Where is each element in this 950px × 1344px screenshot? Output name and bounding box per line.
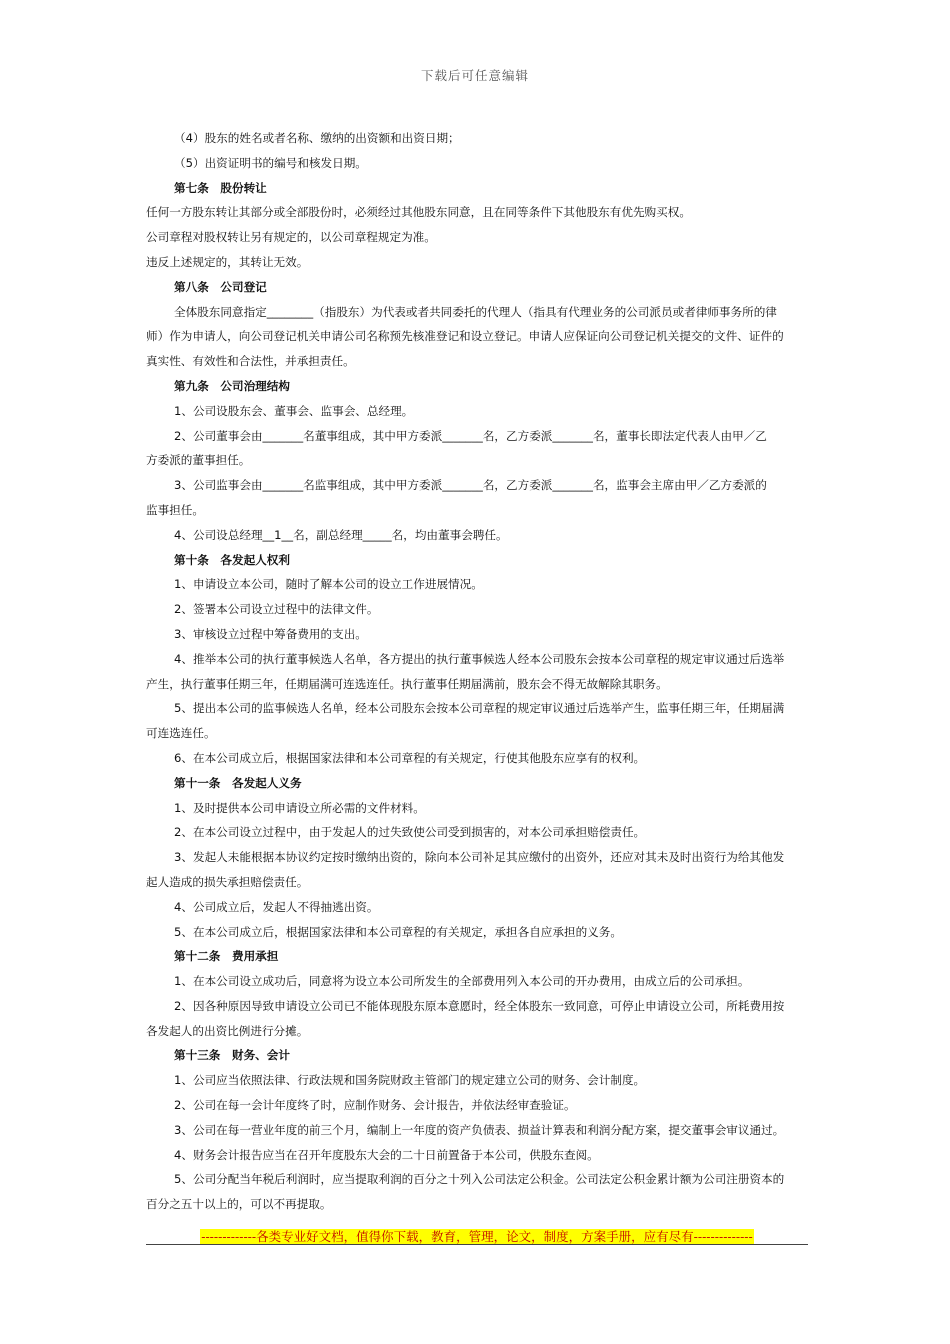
- paragraph-line: 可连选连任。: [146, 726, 216, 741]
- paragraph-line: 5、公司分配当年税后利润时，应当提取利润的百分之十列入公司法定公积金。公司法定公积金累计额为公司注册资本的: [174, 1172, 785, 1187]
- paragraph-line: 全体股东同意指定________（指股东）为代表或者共同委托的代理人（指具有代理业务的公司派员或者律师事务所的律: [174, 304, 777, 319]
- paragraph-line: 监事担任。: [146, 502, 204, 517]
- section-heading: 第十条 各发起人权利: [174, 552, 290, 567]
- paragraph-line: 4、推举本公司的执行董事候选人名单，各方提出的执行董事候选人经本公司股东会按本公司章程的规定审议通过后选举: [174, 651, 785, 666]
- paragraph-line: 1、申请设立本公司，随时了解本公司的设立工作进展情况。: [174, 577, 483, 592]
- footer-banner-text: -------------各类专业好文档，值得你下载，教育，管理，论文，制度，方案手册，应有尽有--------------: [201, 1229, 753, 1244]
- paragraph-line: 1、在本公司设立成功后，同意将为设立本公司所发生的全部费用列入本公司的开办费用，由成立后的公司承担。: [174, 974, 750, 989]
- section-heading: 第八条 公司登记: [174, 279, 267, 294]
- paragraph-line: （4）股东的姓名或者名称、缴纳的出资额和出资日期；: [174, 131, 460, 145]
- paragraph-line: 4、财务会计报告应当在召开年度股东大会的二十日前置备于本公司，供股东查阅。: [174, 1147, 599, 1162]
- paragraph-line: 真实性、有效性和合法性，并承担责任。: [146, 354, 355, 369]
- document-body: [146, 126, 808, 1217]
- paragraph-line: 4、公司设总经理__1__名，副总经理_____名，均由董事会聘任。: [174, 527, 508, 542]
- paragraph-line: 3、公司监事会由_______名监事组成，其中甲方委派_______名，乙方委派_______名，监事会主席由甲／乙方委派的: [174, 478, 767, 493]
- paragraph-line: 3、审核设立过程中筹备费用的支出。: [174, 626, 367, 641]
- paragraph-line: 任何一方股东转让其部分或全部股份时，必须经过其他股东同意，且在同等条件下其他股东有优先购买权。: [146, 205, 691, 220]
- section-heading: 第十二条 费用承担: [174, 949, 279, 964]
- paragraph-line: 1、及时提供本公司申请设立所必需的文件材料。: [174, 800, 425, 815]
- paragraph-line: 师）作为申请人，向公司登记机关申请公司名称预先核准登记和设立登记。申请人应保证向公司登记机关提交的文件、证件的: [146, 329, 784, 344]
- paragraph-line: 2、因各种原因导致申请设立公司已不能体现股东原本意愿时，经全体股东一致同意，可停止申请设立公司，所耗费用按: [174, 998, 785, 1013]
- footer-divider: [146, 1244, 808, 1245]
- section-heading: 第十三条 财务、会计: [174, 1048, 290, 1063]
- paragraph-line: 违反上述规定的，其转让无效。: [146, 254, 309, 269]
- paragraph-line: 3、发起人未能根据本协议约定按时缴纳出资的，除向本公司补足其应缴付的出资外，还应对其未及时出资行为给其他发: [174, 850, 785, 865]
- section-heading: 第十一条 各发起人义务: [174, 775, 302, 790]
- paragraph-line: 2、在本公司设立过程中，由于发起人的过失致使公司受到损害的，对本公司承担赔偿责任。: [174, 825, 646, 840]
- paragraph-line: 3、公司在每一营业年度的前三个月，编制上一年度的资产负债表、损益计算表和利润分配方案，提交董事会审议通过。: [174, 1122, 785, 1137]
- paragraph-line: 方委派的董事担任。: [146, 453, 251, 468]
- paragraph-line: 6、在本公司成立后，根据国家法律和本公司章程的有关规定，行使其他股东应享有的权利。: [174, 750, 646, 765]
- paragraph-line: 百分之五十以上的，可以不再提取。: [146, 1197, 332, 1212]
- paragraph-line: 公司章程对股权转让另有规定的，以公司章程规定为准。: [146, 230, 436, 245]
- section-heading: 第九条 公司治理结构: [174, 378, 290, 393]
- paragraph-line: 起人造成的损失承担赔偿责任。: [146, 874, 309, 889]
- paragraph-line: 5、在本公司成立后，根据国家法律和本公司章程的有关规定，承担各自应承担的义务。: [174, 924, 622, 939]
- paragraph-line: 1、公司设股东会、董事会、监事会、总经理。: [174, 403, 414, 418]
- paragraph-line: 2、公司在每一会计年度终了时，应制作财务、会计报告，并依法经审查验证。: [174, 1098, 576, 1113]
- footer-banner: [146, 1226, 808, 1245]
- paragraph-line: 各发起人的出资比例进行分摊。: [146, 1023, 309, 1038]
- paragraph-line: 1、公司应当依照法律、行政法规和国务院财政主管部门的规定建立公司的财务、会计制度。: [174, 1073, 646, 1088]
- paragraph-line: 5、提出本公司的监事候选人名单，经本公司股东会按本公司章程的规定审议通过后选举产生，监事任期三年，任期届满: [174, 701, 785, 716]
- paragraph-line: 产生，执行董事任期三年，任期届满可连选连任。执行董事任期届满前，股东会不得无故解除其职务。: [146, 676, 668, 691]
- paragraph-line: （5）出资证明书的编号和核发日期。: [174, 155, 367, 170]
- section-heading: 第七条 股份转让: [174, 180, 267, 195]
- paragraph-line: 2、签署本公司设立过程中的法律文件。: [174, 602, 379, 617]
- paragraph-line: 4、公司成立后，发起人不得抽逃出资。: [174, 899, 379, 914]
- page-header: 下载后可任意编辑: [420, 68, 529, 83]
- paragraph-line: 2、公司董事会由_______名董事组成，其中甲方委派_______名，乙方委派_______名，董事长即法定代表人由甲／乙: [174, 428, 767, 443]
